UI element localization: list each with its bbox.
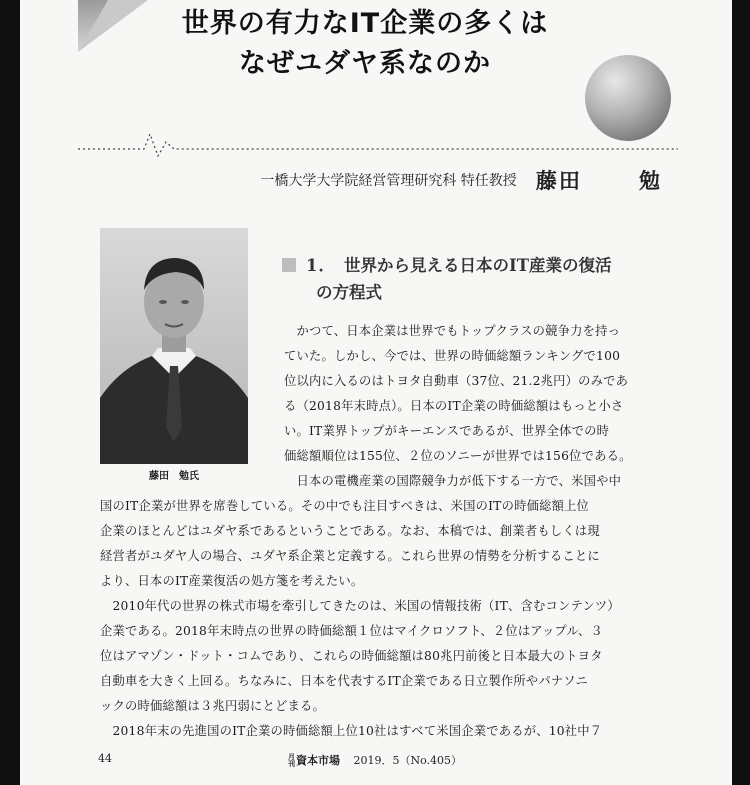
body-line: 企業のほとんどはユダヤ系であるということである。なお、本稿では、創業者もしくは現 <box>100 524 600 538</box>
body-line: 価総額順位は155位、２位のソニーが世界では156位である。 <box>284 449 632 463</box>
issue-info: 2019．5（No.405） <box>353 754 463 767</box>
magazine-name: 資本市場 <box>296 754 340 767</box>
author-line <box>220 165 660 195</box>
body-line: 自動車を大きく上回る。ちなみに、日本を代表するIT企業である日立製作所やパナソニ <box>100 674 588 688</box>
body-line: 日本の電機産業の国際競争力が低下する一方で、米国や中 <box>284 474 622 488</box>
body-line: ていた。しかし、今では、世界の時価総額ランキングで100 <box>284 349 621 363</box>
magazine-page <box>20 0 732 785</box>
mag-prefix <box>288 753 296 767</box>
body-line: より、日本のIT産業復活の処方箋を考えたい。 <box>100 574 364 588</box>
body-line: 2018年末の先進国のIT企業の時価総額上位10社はすべて米国企業であるが、10社中７ <box>100 724 603 738</box>
author-photo <box>100 228 248 464</box>
portrait-illustration <box>100 228 248 464</box>
section-title-line-2: の方程式 <box>316 283 382 302</box>
mag-prefix-top: 月 <box>288 752 295 761</box>
body-line: 国のIT企業が世界を席巻している。その中でも注目すべきは、米国のITの時価総額上位 <box>100 499 590 513</box>
page-number: 44 <box>98 752 112 765</box>
body-line: かつて、日本企業は世界でもトップクラスの競争力を持っ <box>284 324 621 338</box>
mag-prefix-bottom: 刊 <box>288 759 295 768</box>
section-heading <box>282 252 692 306</box>
body-line: 2010年代の世界の株式市場を牽引してきたのは、米国の情報技術（IT、含むコンテンツ） <box>100 599 620 613</box>
title-line-1: 世界の有力なIT企業の多くは <box>181 8 549 39</box>
section-title-line-1: 世界から見える日本のIT産業の復活 <box>343 256 612 275</box>
author-family-name: 藤田 <box>535 169 582 193</box>
body-line: い。IT業界トップがキーエンスであるが、世界全体での時 <box>284 424 610 438</box>
body-line: 企業である。2018年末時点の世界の時価総額１位はマイクロソフト、２位はアップル、３ <box>100 624 604 638</box>
heading-square-icon <box>282 258 296 272</box>
section-number: 1． <box>306 256 336 275</box>
photo-caption: 藤田 勉氏 <box>149 471 199 482</box>
article-title <box>100 4 630 84</box>
body-line: 位はアマゾン・ドット・コムであり、これらの時価総額は80兆円前後と日本最大のトヨタ <box>100 649 603 663</box>
body-line: 位以内に入るのはトヨタ自動車（37位、21.2兆円）のみであ <box>284 374 629 388</box>
author-affiliation: 一橋大学大学院経営管理研究科 特任教授 <box>260 173 517 189</box>
footer-magazine <box>288 752 462 768</box>
body-line: ックの時価総額は３兆円弱にとどまる。 <box>100 699 325 713</box>
decorative-sphere <box>585 55 671 141</box>
author-given-name: 勉 <box>639 169 660 193</box>
body-line: 経営者がユダヤ人の場合、ユダヤ系企業と定義する。これら世界の情勢を分析することに <box>100 549 600 563</box>
body-line: る（2018年末時点）。日本のIT企業の時価総額はもっと小さ <box>284 399 624 413</box>
dotted-divider <box>78 130 678 160</box>
title-line-2: なぜユダヤ系なのか <box>239 48 491 79</box>
